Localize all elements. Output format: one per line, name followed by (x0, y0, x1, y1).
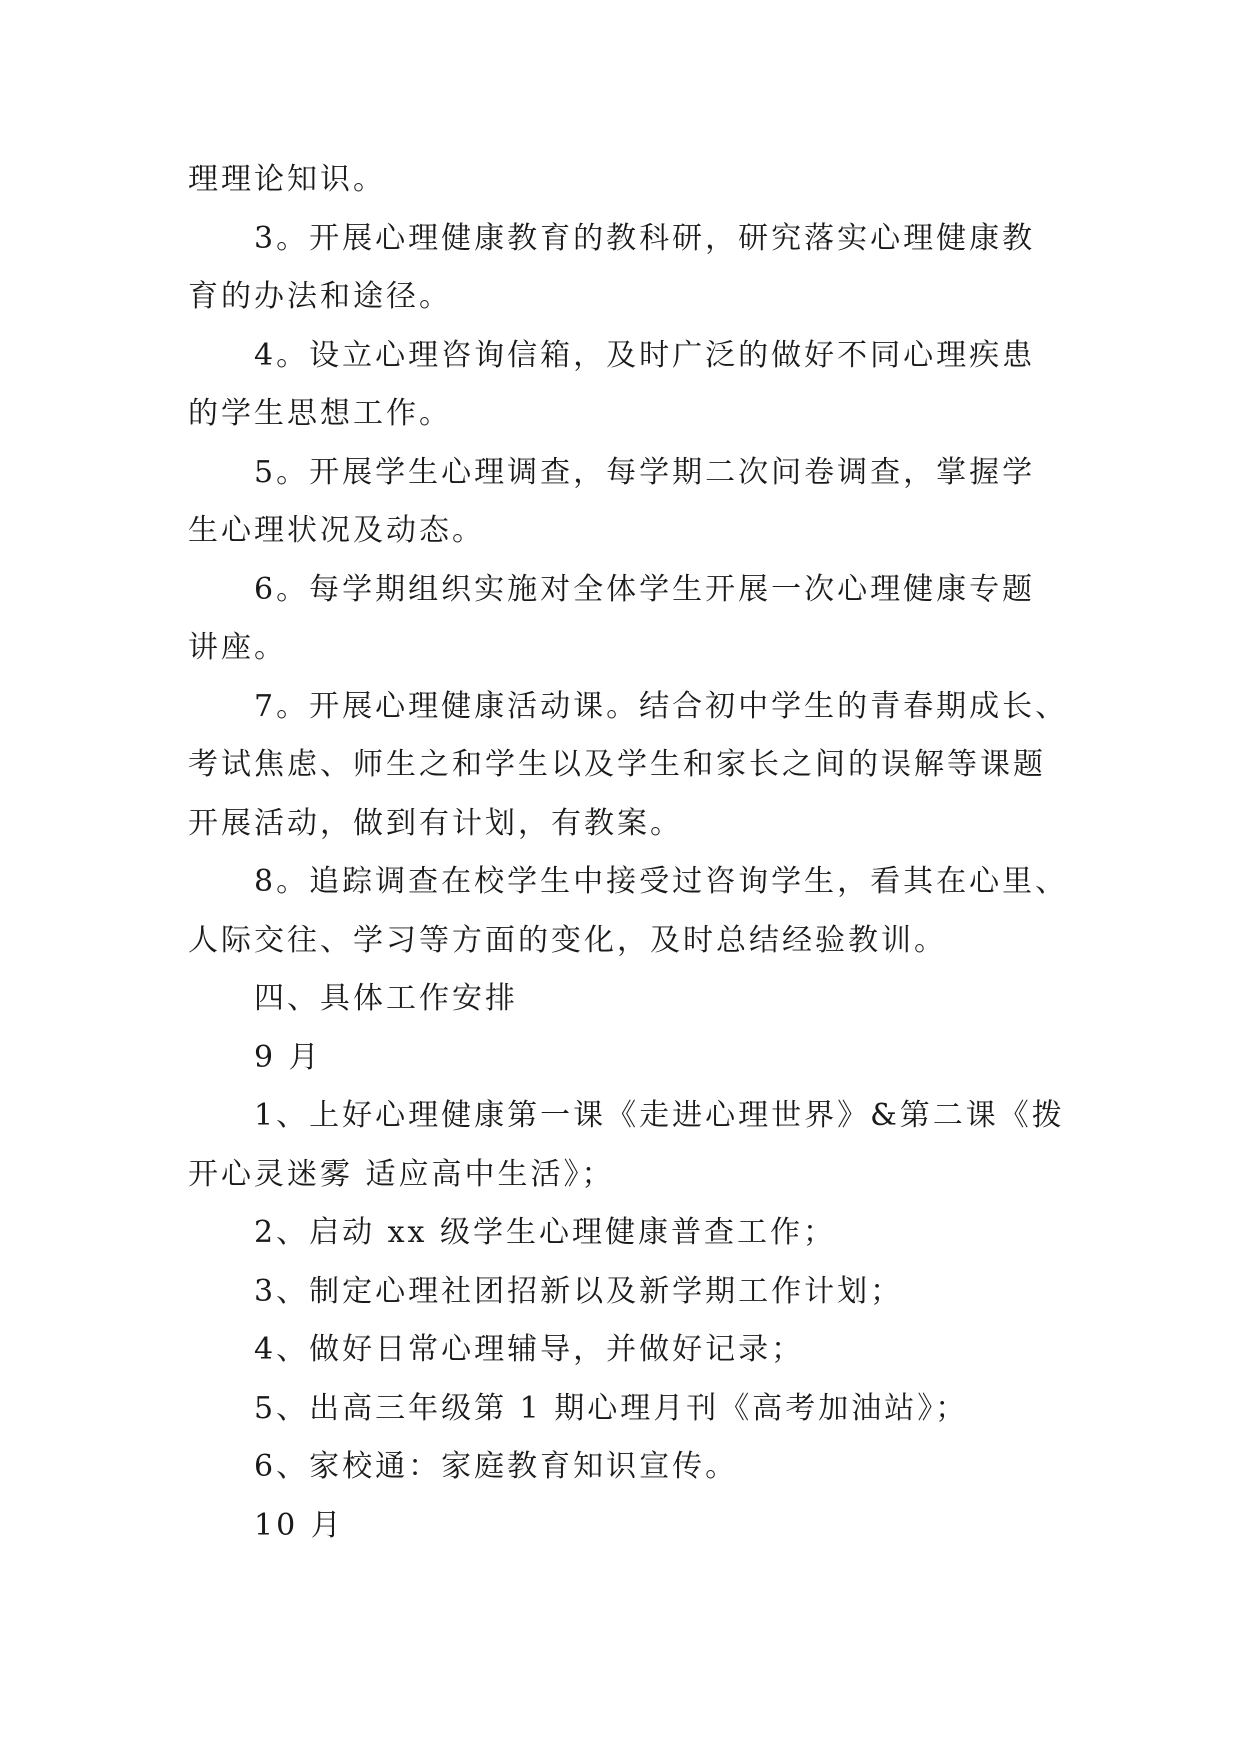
text-line: 生心理状况及动态。 (188, 513, 485, 548)
text-line: 8。追踪调查在校学生中接受过咨询学生，看其在心里、 (254, 864, 1069, 899)
text-line: 3、制定心理社团招新以及新学期工作计划； (254, 1274, 904, 1309)
text-line: 4。设立心理咨询信箱，及时广泛的做好不同心理疾患 (254, 338, 1036, 373)
text-line: 开心灵迷雾 适应高中生活》； (188, 1157, 615, 1192)
text-line: 2、启动 xx 级学生心理健康普查工作； (254, 1215, 836, 1250)
text-line: 4、做好日常心理辅导，并做好记录； (254, 1332, 805, 1367)
text-line: 7。开展心理健康活动课。结合初中学生的青春期成长、 (254, 689, 1069, 724)
section-heading: 四、具体工作安排 (254, 981, 518, 1016)
text-line: 的学生思想工作。 (188, 396, 452, 431)
text-line: 3。开展心理健康教育的教科研，研究落实心理健康教 (254, 221, 1036, 256)
text-line: 讲座。 (188, 630, 287, 665)
text-line: 5。开展学生心理调查，每学期二次问卷调查，掌握学 (254, 455, 1036, 490)
text-line: 人际交往、学习等方面的变化，及时总结经验教训。 (188, 923, 947, 958)
text-line: 育的办法和途径。 (188, 279, 452, 314)
text-line: 理理论知识。 (188, 162, 386, 197)
text-line: 开展活动，做到有计划，有教案。 (188, 806, 683, 841)
text-line: 1、上好心理健康第一课《走进心理世界》&第二课《拨 (254, 1098, 1065, 1133)
text-line: 考试焦虑、师生之和学生以及学生和家长之间的误解等课题 (188, 747, 1046, 782)
month-heading: 10 月 (254, 1508, 344, 1543)
text-line: 6、家校通：家庭教育知识宣传。 (254, 1449, 739, 1484)
text-line: 5、出高三年级第 1 期心理月刊《高考加油站》； (254, 1391, 969, 1426)
month-heading: 9 月 (254, 1040, 322, 1075)
text-line: 6。每学期组织实施对全体学生开展一次心理健康专题 (254, 572, 1036, 607)
